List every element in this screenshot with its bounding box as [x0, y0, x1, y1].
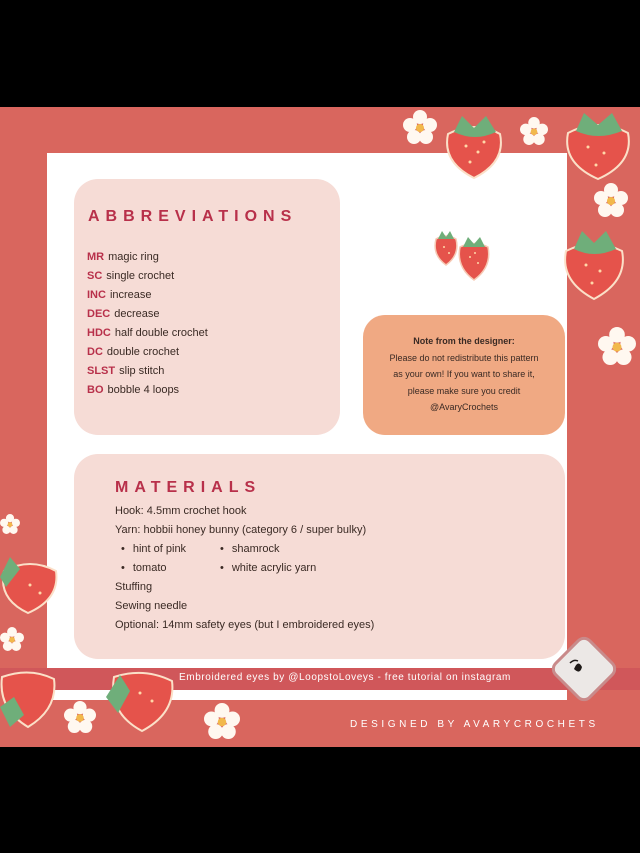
yarn-color-item: • shamrock — [220, 543, 280, 555]
note-line: as your own! If you want to share it, — [393, 369, 535, 379]
materials-heading: MATERIALS — [115, 479, 262, 496]
materials-needle: Sewing needle — [115, 600, 188, 612]
flower-icon — [204, 703, 240, 739]
abbreviation-code: SLST — [87, 365, 116, 377]
abbreviation-item — [87, 381, 208, 400]
abbreviation-code: DC — [87, 346, 103, 358]
strawberry-pair-icon — [430, 225, 500, 285]
strawberry-icon — [100, 667, 180, 747]
abbreviation-desc: bobble 4 loops — [107, 384, 180, 396]
abbreviation-code: SC — [87, 270, 103, 282]
yarn-color-item: • white acrylic yarn — [220, 562, 316, 574]
abbreviation-desc: single crochet — [106, 270, 175, 282]
abbreviation-code: BO — [87, 384, 104, 396]
materials-optional: Optional: 14mm safety eyes (but I embroidered eyes) — [115, 619, 375, 631]
embroidered-eye-photo — [544, 629, 624, 709]
flower-icon — [0, 625, 24, 653]
designer-note — [363, 315, 565, 435]
abbreviation-desc: half double crochet — [114, 327, 208, 339]
abbreviation-desc: slip stitch — [119, 365, 165, 377]
strawberry-icon — [440, 112, 510, 182]
abbreviation-item — [87, 343, 208, 362]
flower-icon — [598, 327, 636, 365]
abbreviations-list — [87, 248, 208, 400]
materials-stuffing: Stuffing — [115, 581, 153, 593]
abbreviation-code: MR — [87, 251, 105, 263]
yarn-color-item: • tomato — [121, 562, 167, 574]
strawberry-icon — [0, 667, 60, 747]
abbreviation-desc: double crochet — [106, 346, 180, 358]
abbreviation-item — [87, 267, 208, 286]
materials-yarn: Yarn: hobbii honey bunny (category 6 / super bulky) — [115, 524, 367, 536]
abbreviation-item — [87, 286, 208, 305]
strawberry-icon — [560, 107, 640, 182]
flower-icon — [520, 117, 548, 145]
flower-icon — [594, 183, 628, 217]
note-title: Note from the designer: — [413, 336, 515, 346]
abbreviation-code: INC — [87, 289, 106, 301]
yarn-color-item: • hint of pink — [121, 543, 186, 555]
abbreviation-item — [87, 248, 208, 267]
abbreviation-code: HDC — [87, 327, 111, 339]
materials-hook: Hook: 4.5mm crochet hook — [115, 505, 247, 517]
abbreviation-desc: decrease — [114, 308, 160, 320]
flower-icon — [0, 509, 20, 539]
abbreviation-desc: increase — [109, 289, 152, 301]
strawberry-icon — [0, 547, 60, 617]
abbreviations-heading: ABBREVIATIONS — [88, 208, 298, 225]
flower-icon — [64, 701, 96, 733]
note-line: please make sure you credit — [407, 385, 521, 396]
note-line: Please do not redistribute this pattern — [389, 352, 539, 363]
pattern-frame — [0, 107, 640, 747]
abbreviation-item — [87, 324, 208, 343]
tutorial-banner-text: Embroidered eyes by @LoopstoLoveys - free tutorial on instagram — [179, 672, 511, 683]
note-line: @AvaryCrochets — [430, 402, 498, 412]
strawberry-icon — [560, 225, 630, 305]
flower-icon — [403, 110, 437, 144]
abbreviation-item — [87, 305, 208, 324]
abbreviation-desc: magic ring — [108, 251, 159, 263]
abbreviation-item — [87, 362, 208, 381]
designer-credit: DESIGNED BY AVARYCROCHETS — [350, 719, 599, 730]
abbreviation-code: DEC — [87, 308, 111, 320]
